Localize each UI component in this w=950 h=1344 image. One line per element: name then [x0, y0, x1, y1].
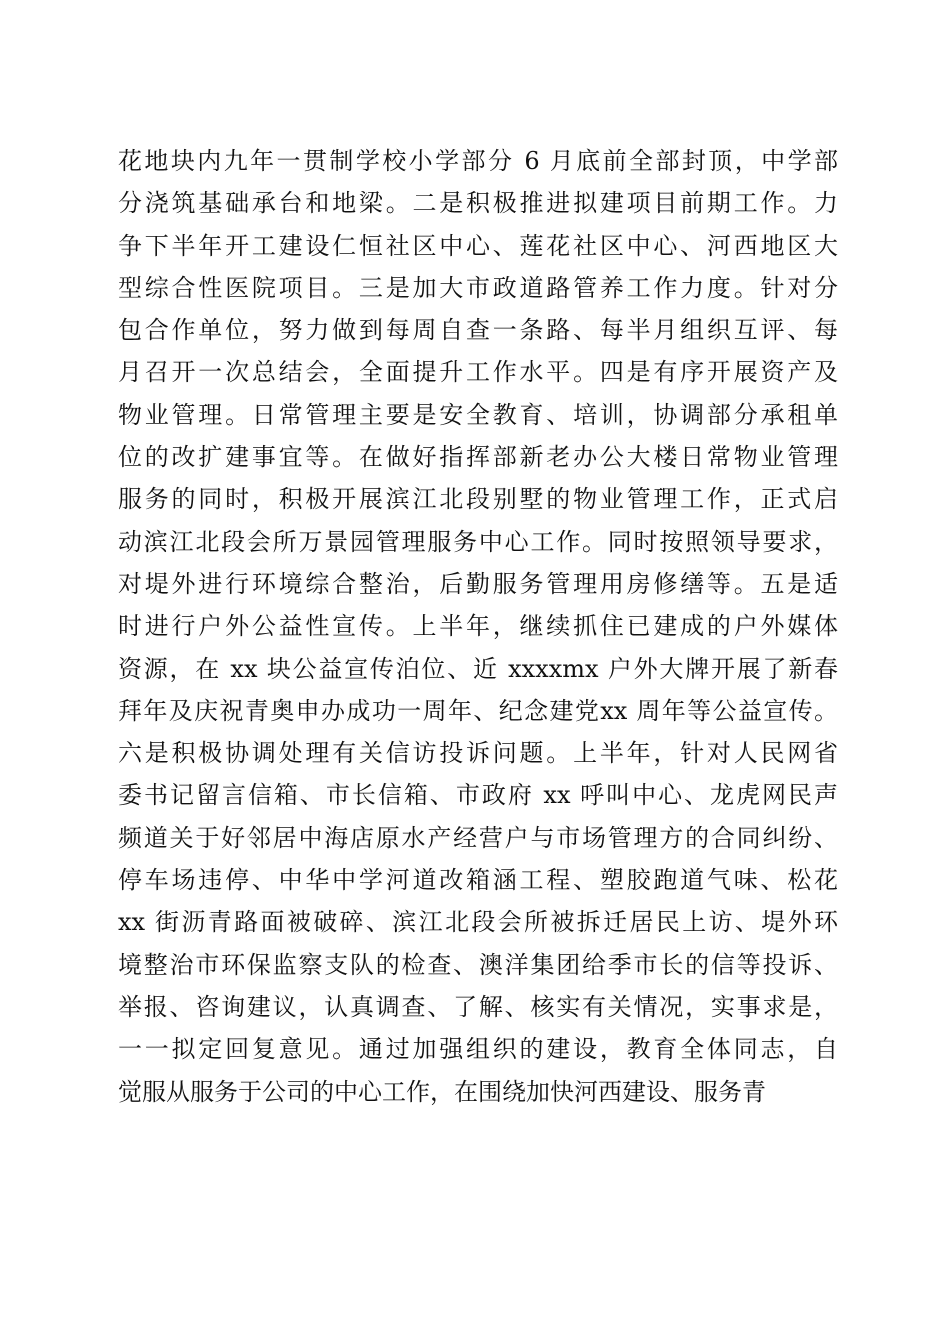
text-line: 举报、咨询建议，认真调查、了解、核实有关情况，实事求是，: [118, 992, 838, 1021]
text-line: 争下半年开工建设仁恒社区中心、莲花社区中心、河西地区大: [118, 231, 838, 260]
text-line: 觉服从服务于公司的中心工作，在围绕加快河西建设、服务青: [118, 1077, 766, 1106]
text-line: 包合作单位，努力做到每周自查一条路、每半月组织互评、每: [118, 316, 838, 345]
text-line: 频道关于好邻居中海店原水产经营户与市场管理方的合同纠纷、: [118, 823, 838, 852]
body-text: [118, 140, 838, 1113]
text-line: 停车场违停、中华中学河道改箱涵工程、塑胶跑道气味、松花: [118, 866, 838, 895]
text-line: 位的改扩建事宜等。在做好指挥部新老办公大楼日常物业管理: [118, 443, 838, 472]
text-line: 动滨江北段会所万景园管理服务中心工作。同时按照领导要求，: [118, 527, 838, 556]
text-line: 一一拟定回复意见。通过加强组织的建设，教育全体同志，自: [118, 1035, 838, 1064]
text-line: 六是积极协调处理有关信访投诉问题。上半年，针对人民网省: [118, 739, 838, 768]
text-line: 对堤外进行环境综合整治，后勤服务管理用房修缮等。五是适: [118, 569, 838, 598]
text-line: 时进行户外公益性宣传。上半年，继续抓住已建成的户外媒体: [118, 612, 838, 641]
text-line: 型综合性医院项目。三是加大市政道路管养工作力度。针对分: [118, 273, 838, 302]
text-line: 委书记留言信箱、市长信箱、市政府 xx 呼叫中心、龙虎网民声: [118, 781, 838, 810]
text-line: xx 街沥青路面被破碎、滨江北段会所被拆迁居民上访、堤外环: [118, 908, 838, 937]
text-line: 境整治市环保监察支队的检查、澳洋集团给季市长的信等投诉、: [118, 950, 838, 979]
text-line: 服务的同时，积极开展滨江北段别墅的物业管理工作，正式启: [118, 485, 838, 514]
text-line: 资源，在 xx 块公益宣传泊位、近 xxxxmx 户外大牌开展了新春: [118, 654, 838, 683]
text-line: 花地块内九年一贯制学校小学部分 6 月底前全部封顶，中学部: [118, 147, 838, 175]
text-line: 月召开一次总结会，全面提升工作水平。四是有序开展资产及: [118, 358, 838, 387]
text-line: 拜年及庆祝青奥申办成功一周年、纪念建党xx 周年等公益宣传。: [118, 696, 838, 725]
text-line: 分浇筑基础承台和地梁。二是积极推进拟建项目前期工作。力: [118, 189, 838, 218]
text-line: 物业管理。日常管理主要是安全教育、培训，协调部分承租单: [118, 400, 838, 429]
